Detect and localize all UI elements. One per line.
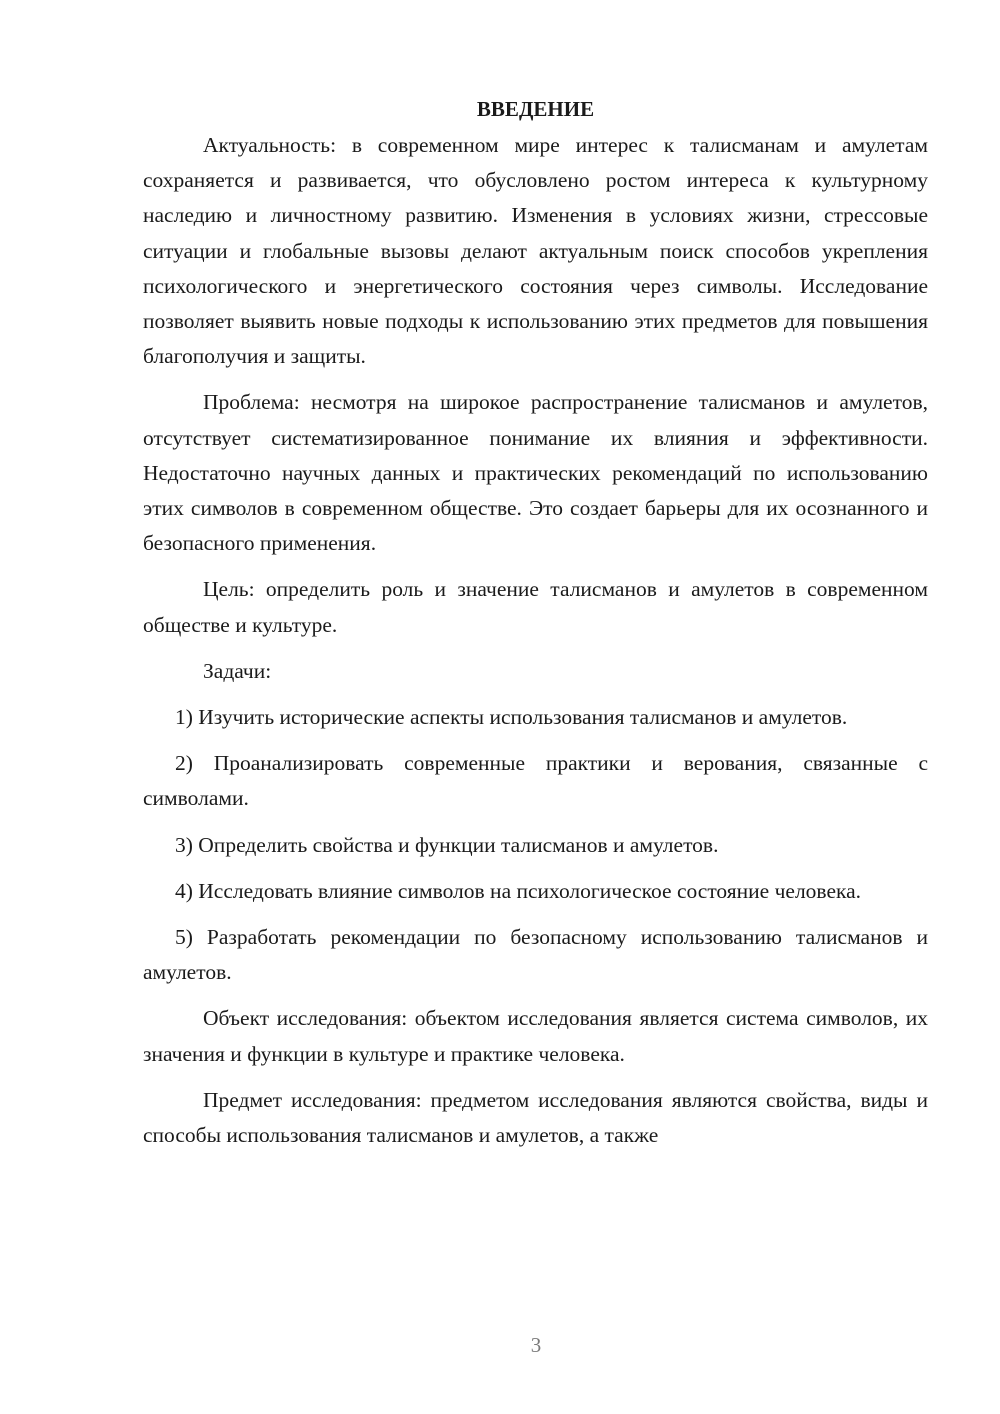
task-item-3: 3) Определить свойства и функции талисманов и амулетов. [175, 832, 719, 857]
object-paragraph: Объект исследования: объектом исследования является система символов, их значения и функции в культуре и практике человека. [143, 1006, 928, 1066]
task-item-4: 4) Исследовать влияние символов на психологическое состояние человека. [175, 878, 862, 903]
task-item-1: 1) Изучить исторические аспекты использования талисманов и амулетов. [175, 705, 848, 730]
relevance-paragraph: Актуальность: в современном мире интерес к талисманам и амулетам сохраняется и развивается, что обусловлено ростом интереса к культурному наследию и личностному развитию. Изменения в условиях жизни, стрессовые ситуации и глобальные вызовы делают актуальным поиск способов укрепления психологического и энергетического состояния через символы. Исследование позволяет выявить новые подходы к использованию этих предметов для повышения благополучия и защиты. [143, 133, 928, 369]
tasks-label: Задачи: [203, 658, 272, 683]
goal-paragraph: Цель: определить роль и значение талисманов и амулетов в современном обществе и культуре. [143, 577, 928, 637]
task-item-5: 5) Разработать рекомендации по безопасному использованию талисманов и амулетов. [143, 925, 928, 985]
section-heading: ВВЕДЕНИЕ [476, 97, 595, 121]
subject-paragraph: Предмет исследования: предметом исследования являются свойства, виды и способы использования талисманов и амулетов, а также [143, 1087, 928, 1148]
document-page [143, 92, 928, 1164]
page-number: 3 [530, 1333, 542, 1357]
task-item-2: 2) Проанализировать современные практики и верования, связанные с символами. [143, 751, 928, 811]
problem-paragraph: Проблема: несмотря на широкое распространение талисманов и амулетов, отсутствует систематизированное понимание их влияния и эффективности. Недостаточно научных данных и практических рекомендаций по использованию этих символов в современном обществе. Это создает барьеры для их осознанного и безопасного применения. [143, 390, 928, 556]
